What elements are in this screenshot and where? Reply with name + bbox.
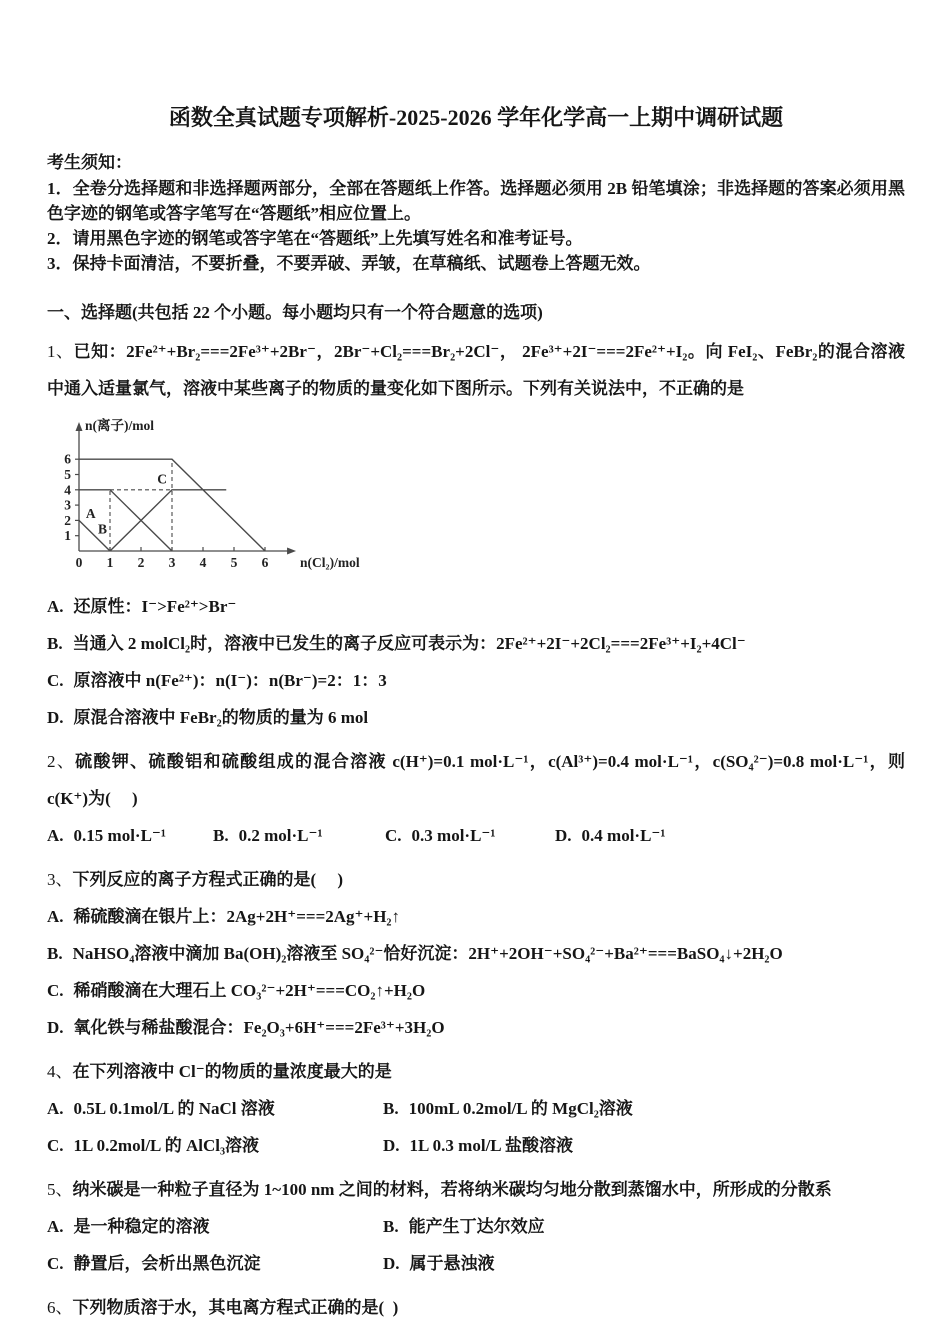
question-5-option-a <box>47 1208 383 1245</box>
question-1-option-b <box>47 625 905 662</box>
question-stem-text: 纳米碳是一种粒子直径为 1~100 nm 之间的材料，若将纳米碳均匀地分散到蒸馏水中，所形成的分散系 <box>72 1180 832 1199</box>
question-4-options <box>47 1090 905 1164</box>
svg-text:A: A <box>85 506 96 522</box>
option-letter: C. <box>47 1254 64 1273</box>
option-letter: A. <box>47 826 64 845</box>
option-text: 0.15 mol·L⁻¹ <box>73 826 166 845</box>
question-3-option-a <box>47 898 905 935</box>
option-letter: D. <box>383 1254 400 1273</box>
question-2-stem <box>47 743 905 817</box>
question-5-options <box>47 1208 905 1282</box>
option-text: 原混合溶液中 FeBr₂的物质的量为 6 mol <box>73 708 369 727</box>
question-2-option-d <box>555 817 905 854</box>
option-letter: D. <box>47 1018 64 1037</box>
question-6 <box>47 1289 905 1326</box>
question-stem-text: 下列反应的离子方程式正确的是( ) <box>72 870 344 889</box>
option-text: 原溶液中 n(Fe²⁺)：n(I⁻)：n(Br⁻)=2：1：3 <box>73 671 387 690</box>
svg-text:2: 2 <box>64 512 71 528</box>
question-number: 1、 <box>47 342 74 361</box>
option-letter: D. <box>47 708 64 727</box>
option-text: 0.2 mol·L⁻¹ <box>238 826 323 845</box>
svg-text:0: 0 <box>75 555 83 570</box>
option-text: 100mL 0.2mol/L 的 MgCl₂溶液 <box>408 1099 633 1118</box>
option-text: 是一种稳定的溶液 <box>73 1217 210 1236</box>
question-5-stem <box>47 1171 905 1208</box>
option-letter: B. <box>47 634 63 653</box>
option-letter: C. <box>385 826 402 845</box>
question-4-option-c <box>47 1127 383 1164</box>
option-letter: C. <box>47 1136 64 1155</box>
question-3-stem <box>47 861 905 898</box>
question-4-stem <box>47 1053 905 1090</box>
notice-item-3: 3．保持卡面清洁，不要折叠，不要弄破、弄皱，在草稿纸、试题卷上答题无效。 <box>47 254 651 273</box>
question-5-option-b <box>383 1208 905 1245</box>
question-3-option-b <box>47 935 905 972</box>
option-text: 0.3 mol·L⁻¹ <box>411 826 496 845</box>
question-3-option-d <box>47 1009 905 1046</box>
svg-text:6: 6 <box>64 451 71 467</box>
option-text: 当通入 2 molCl₂时，溶液中已发生的离子反应可表示为：2Fe²⁺+2I⁻+2Cl₂===2Fe³⁺+I₂+4Cl⁻ <box>72 634 746 653</box>
question-stem-text: 已知：2Fe²⁺+Br₂===2Fe³⁺+2Br⁻，2Br⁻+Cl₂===Br₂+2Cl⁻， 2Fe³⁺+2I⁻===2Fe²⁺+I₂。向 FeI₂、FeBr₂的混合溶液中通入适量氯气，溶液中某些离子的物质的量变化如下图所示。下列有关说法中，不正确的是 <box>47 342 906 398</box>
svg-text:1: 1 <box>64 528 71 544</box>
question-2-option-a <box>47 817 213 854</box>
question-4-option-b <box>383 1090 905 1127</box>
svg-text:1: 1 <box>106 555 114 570</box>
svg-text:5: 5 <box>230 555 238 570</box>
question-1 <box>47 333 905 736</box>
option-text: 能产生丁达尔效应 <box>408 1217 545 1236</box>
option-letter: D. <box>555 826 572 845</box>
question-stem-text: 下列物质溶于水，其电离方程式正确的是( ) <box>72 1298 399 1317</box>
option-text: 1L 0.2mol/L 的 AlCl₃溶液 <box>73 1136 260 1155</box>
option-letter: A. <box>47 597 64 616</box>
question-1-option-d <box>47 699 905 736</box>
section-heading: 一、选择题(共包括 22 个小题。每小题均只有一个符合题意的选项) <box>47 303 543 322</box>
option-text: 稀硝酸滴在大理石上 CO₃²⁻+2H⁺===CO₂↑+H₂O <box>73 981 426 1000</box>
svg-text:n(离子)/mol: n(离子)/mol <box>85 418 154 433</box>
option-letter: A. <box>47 1099 64 1118</box>
svg-text:2: 2 <box>137 555 145 570</box>
svg-text:4: 4 <box>199 555 207 570</box>
notice-item-1: 1．全卷分选择题和非选择题两部分，全部在答题纸上作答。选择题必须用 2B 铅笔填涂；非选择题的答案必须用黑色字迹的钢笔或答字笔写在“答题纸”相应位置上。 <box>47 179 905 223</box>
option-text: 属于悬浊液 <box>409 1254 495 1273</box>
option-text: 静置后，会析出黑色沉淀 <box>73 1254 261 1273</box>
ion-amount-chart <box>51 413 905 586</box>
question-5 <box>47 1171 905 1282</box>
option-letter: B. <box>383 1217 399 1236</box>
question-2-option-c <box>385 817 555 854</box>
question-number: 2、 <box>47 752 76 771</box>
notice-item-2: 2．请用黑色字迹的钢笔或答字笔在“答题纸”上先填写姓名和准考证号。 <box>47 229 583 248</box>
option-text: 氧化铁与稀盐酸混合：Fe₂O₃+6H⁺===2Fe³⁺+3H₂O <box>73 1018 445 1037</box>
question-number: 5、 <box>47 1180 73 1199</box>
question-4-option-d <box>383 1127 905 1164</box>
question-2-option-b <box>213 817 385 854</box>
svg-text:C: C <box>157 471 167 487</box>
notice-section <box>47 150 905 276</box>
question-5-option-d <box>383 1245 905 1282</box>
question-2-options <box>47 817 905 854</box>
page-title: 函数全真试题专项解析-2025-2026 学年化学高一上期中调研试题 <box>168 105 784 130</box>
question-3 <box>47 861 905 1046</box>
question-number: 4、 <box>47 1062 73 1081</box>
option-letter: C. <box>47 671 64 690</box>
question-1-option-c <box>47 662 905 699</box>
option-text: 还原性：I⁻>Fe²⁺>Br⁻ <box>73 597 237 616</box>
svg-text:6: 6 <box>261 555 269 570</box>
question-5-option-c <box>47 1245 383 1282</box>
option-letter: B. <box>47 944 63 963</box>
svg-text:4: 4 <box>64 482 71 498</box>
question-number: 3、 <box>47 870 73 889</box>
option-text: 稀硫酸滴在银片上：2Ag+2H⁺===2Ag⁺+H₂↑ <box>73 907 401 926</box>
question-stem-text: 硫酸钾、硫酸铝和硫酸组成的混合溶液 c(H⁺)=0.1 mol·L⁻¹，c(Al³⁺)=0.4 mol·L⁻¹，c(SO₄²⁻)=0.8 mol·L⁻¹，则 c(K⁺)为( ) <box>47 752 906 808</box>
question-4-option-a <box>47 1090 383 1127</box>
svg-text:3: 3 <box>168 555 176 570</box>
option-letter: A. <box>47 1217 64 1236</box>
notice-heading: 考生须知： <box>47 153 132 172</box>
question-1-stem <box>47 333 905 407</box>
option-text: 0.5L 0.1mol/L 的 NaCl 溶液 <box>73 1099 275 1118</box>
question-6-stem <box>47 1289 905 1326</box>
question-2 <box>47 743 905 854</box>
question-number: 6、 <box>47 1298 73 1317</box>
option-text: 1L 0.3 mol/L 盐酸溶液 <box>409 1136 573 1155</box>
option-letter: A. <box>47 907 64 926</box>
svg-text:3: 3 <box>64 497 71 513</box>
option-letter: C. <box>47 981 64 1000</box>
option-text: 0.4 mol·L⁻¹ <box>581 826 666 845</box>
option-letter: B. <box>383 1099 399 1118</box>
question-4 <box>47 1053 905 1164</box>
svg-text:5: 5 <box>64 467 71 482</box>
option-letter: D. <box>383 1136 400 1155</box>
ion-amount-chart-svg <box>51 413 381 581</box>
svg-text:B: B <box>98 521 108 537</box>
question-stem-text: 在下列溶液中 Cl⁻的物质的量浓度最大的是 <box>72 1062 392 1081</box>
svg-text:n(Cl₂)/mol: n(Cl₂)/mol <box>300 555 360 570</box>
question-3-option-c <box>47 972 905 1009</box>
option-text: NaHSO₄溶液中滴加 Ba(OH)₂溶液至 SO₄²⁻恰好沉淀：2H⁺+2OH⁻+SO₄²⁻+Ba²⁺===BaSO₄↓+2H₂O <box>72 944 783 963</box>
option-letter: B. <box>213 826 229 845</box>
question-1-option-a <box>47 588 905 625</box>
